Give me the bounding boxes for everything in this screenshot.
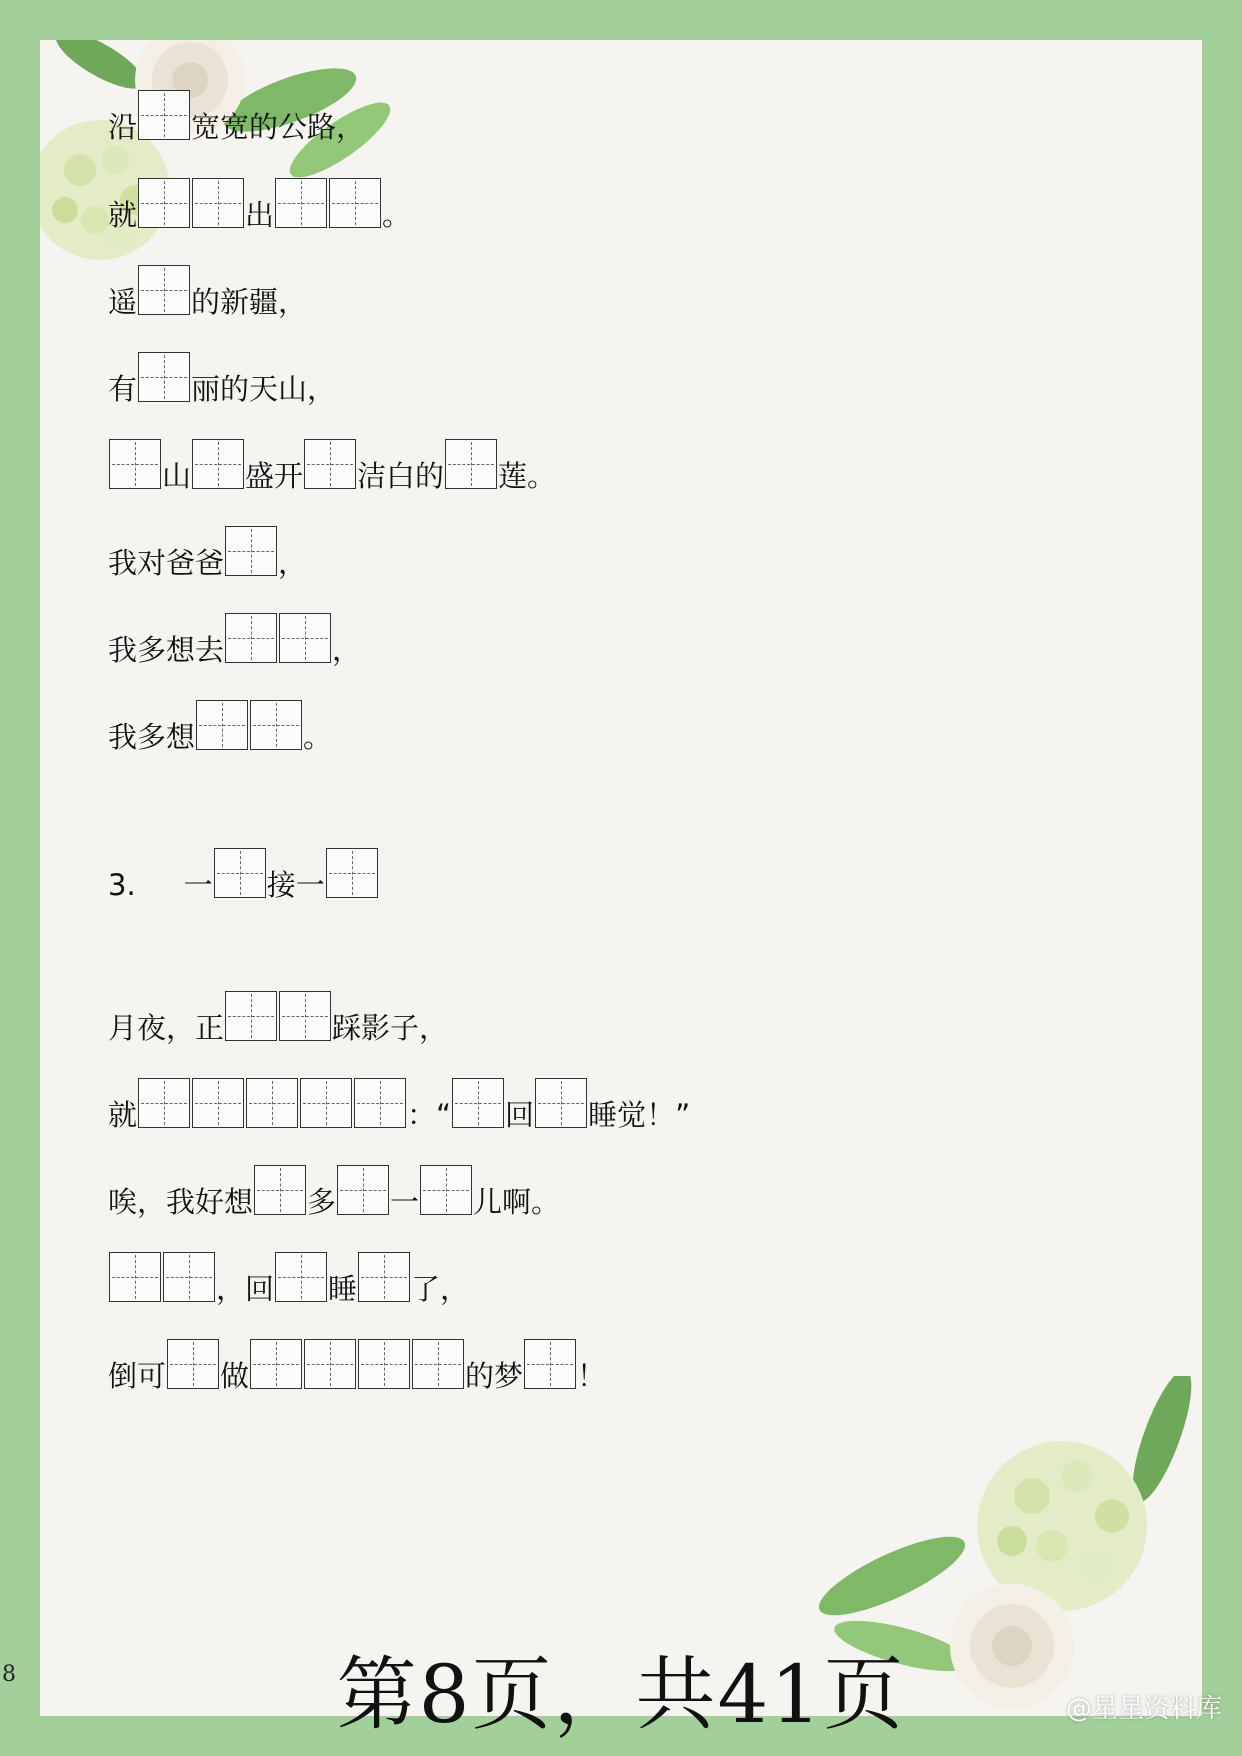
answer-box[interactable] xyxy=(109,1252,161,1302)
line-text: 宽宽的公路， xyxy=(191,110,366,144)
answer-box[interactable] xyxy=(358,1339,410,1389)
answer-box[interactable] xyxy=(138,352,190,402)
text-line xyxy=(108,267,307,319)
text-line xyxy=(108,1080,690,1132)
answer-box[interactable] xyxy=(163,1252,215,1302)
line-text: 一 xyxy=(390,1185,420,1219)
answer-box[interactable] xyxy=(326,848,378,898)
line-text: 唉，我好想 xyxy=(108,1185,254,1219)
text-line xyxy=(108,615,361,667)
answer-box[interactable] xyxy=(304,439,356,489)
answer-box[interactable] xyxy=(275,1252,327,1302)
line-text: 有 xyxy=(108,372,138,406)
answer-box[interactable] xyxy=(445,439,497,489)
line-text: 莲。 xyxy=(498,459,557,493)
answer-box[interactable] xyxy=(225,526,277,576)
line-text: 我多想去 xyxy=(108,633,225,667)
answer-box[interactable] xyxy=(246,1078,298,1128)
text-line xyxy=(108,1254,469,1306)
answer-box[interactable] xyxy=(354,1078,406,1128)
answer-box[interactable] xyxy=(279,613,331,663)
line-text: 丽的天山， xyxy=(191,372,337,406)
line-text: 儿啊。 xyxy=(473,1185,561,1219)
answer-box[interactable] xyxy=(138,265,190,315)
answer-box[interactable] xyxy=(304,1339,356,1389)
answer-box[interactable] xyxy=(138,1078,190,1128)
answer-box[interactable] xyxy=(167,1339,219,1389)
answer-box[interactable] xyxy=(138,178,190,228)
answer-box[interactable] xyxy=(225,991,277,1041)
line-text: 倒可 xyxy=(108,1359,167,1393)
line-text: 回 xyxy=(505,1098,535,1132)
text-line xyxy=(108,1167,560,1219)
answer-box[interactable] xyxy=(412,1339,464,1389)
answer-box[interactable] xyxy=(109,439,161,489)
text-line xyxy=(108,441,556,493)
text-line xyxy=(108,1341,606,1393)
text-line xyxy=(108,528,307,580)
line-text: 盛开 xyxy=(245,459,304,493)
page-number: 8 xyxy=(2,1662,16,1687)
answer-box[interactable] xyxy=(535,1078,587,1128)
line-text: 接一 xyxy=(266,868,325,902)
page-footer: 第8页，共41页 xyxy=(336,1648,906,1741)
line-text: ！ xyxy=(577,1359,607,1393)
line-text: 遥 xyxy=(108,285,138,319)
line-text: ， xyxy=(332,633,362,667)
answer-box[interactable] xyxy=(300,1078,352,1128)
line-text: 就 xyxy=(108,198,138,232)
answer-box[interactable] xyxy=(337,1165,389,1215)
line-text: ：“ xyxy=(407,1098,452,1132)
line-text: 踩影子， xyxy=(332,1011,449,1045)
line-text: 洁白的 xyxy=(357,459,445,493)
line-text: 就 xyxy=(108,1098,138,1132)
text-line xyxy=(108,354,336,406)
line-text: 我多想 xyxy=(108,720,196,754)
line-text: 一 xyxy=(183,868,213,902)
line-text: 的梦 xyxy=(465,1359,524,1393)
answer-box[interactable] xyxy=(452,1078,504,1128)
line-text: ，回 xyxy=(216,1272,275,1306)
answer-box[interactable] xyxy=(275,178,327,228)
answer-box[interactable] xyxy=(192,439,244,489)
question-number: 3. xyxy=(108,868,136,902)
answer-box[interactable] xyxy=(329,178,381,228)
text-line xyxy=(108,180,411,232)
answer-box[interactable] xyxy=(420,1165,472,1215)
line-text: 了， xyxy=(411,1272,470,1306)
watermark: @星星资料库 xyxy=(1065,1694,1222,1724)
answer-box[interactable] xyxy=(138,90,190,140)
line-text: 睡 xyxy=(328,1272,358,1306)
answer-box[interactable] xyxy=(524,1339,576,1389)
text-line xyxy=(108,850,379,902)
answer-box[interactable] xyxy=(225,613,277,663)
line-text: 山 xyxy=(162,459,192,493)
line-text: 。 xyxy=(303,720,333,754)
line-text: 睡觉！” xyxy=(588,1098,691,1132)
line-text: 做 xyxy=(220,1359,250,1393)
answer-box[interactable] xyxy=(358,1252,410,1302)
answer-box[interactable] xyxy=(250,700,302,750)
answer-box[interactable] xyxy=(196,700,248,750)
line-text: 沿 xyxy=(108,110,138,144)
answer-box[interactable] xyxy=(254,1165,306,1215)
line-text: ， xyxy=(278,546,308,580)
line-text: 我对爸爸 xyxy=(108,546,225,580)
answer-box[interactable] xyxy=(192,1078,244,1128)
answer-box[interactable] xyxy=(192,178,244,228)
text-line xyxy=(108,993,448,1045)
line-text: 月夜，正 xyxy=(108,1011,225,1045)
line-text: 的新疆， xyxy=(191,285,308,319)
answer-box[interactable] xyxy=(250,1339,302,1389)
answer-box[interactable] xyxy=(279,991,331,1041)
line-text: 。 xyxy=(382,198,412,232)
line-text: 出 xyxy=(245,198,275,232)
answer-box[interactable] xyxy=(214,848,266,898)
line-text: 多 xyxy=(307,1185,337,1219)
text-line xyxy=(108,92,365,144)
flower-decoration-top-left xyxy=(40,40,400,300)
text-line xyxy=(108,702,332,754)
